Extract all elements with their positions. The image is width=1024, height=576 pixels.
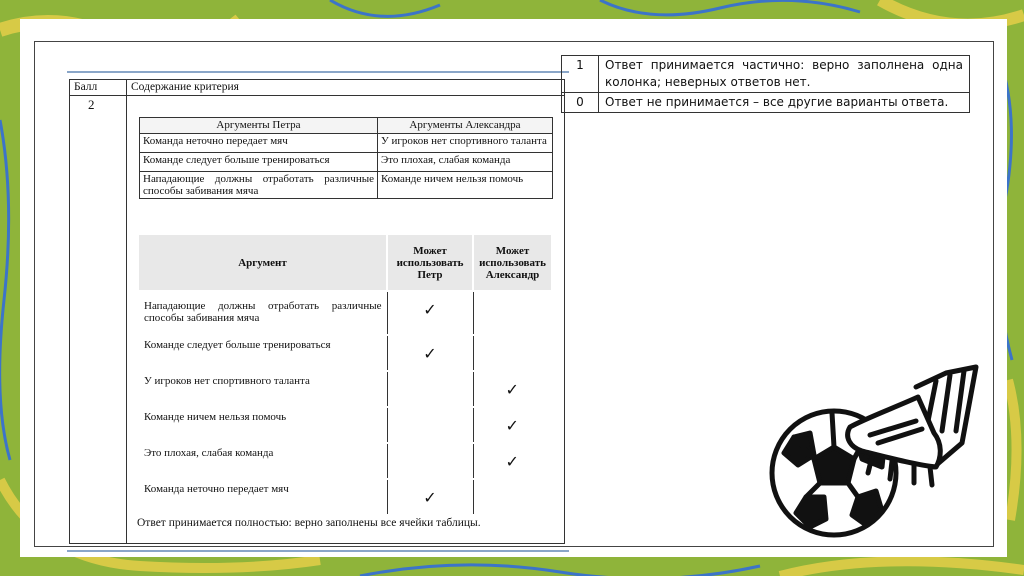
table-row [562, 93, 970, 113]
table-row [140, 172, 553, 199]
usage-argument: Нападающие должны отработать различные способы забивания мяча [139, 291, 387, 335]
verdict-text: Ответ принимается полностью: верно заполнены все ячейки таблицы. [137, 517, 481, 529]
usage-argument: У игроков нет спортивного таланта [139, 371, 387, 407]
alexander-check-mark [473, 335, 552, 371]
peter-check-mark [387, 443, 473, 479]
score-number: 1 [562, 56, 599, 93]
usage-peter-header: Может использовать Петр [387, 235, 473, 291]
alexander-argument: У игроков нет спортивного таланта [378, 134, 553, 153]
peter-argument: Нападающие должны отработать различные способы забивания мяча [140, 172, 378, 199]
ball-center-patch [814, 447, 854, 483]
usage-table [139, 235, 553, 516]
peter-argument: Команда неточно передает мяч [140, 134, 378, 153]
usage-argument: Это плохая, слабая команда [139, 443, 387, 479]
scanned-document [50, 57, 569, 554]
table-row [139, 443, 552, 479]
peter-argument: Команде следует больше тренироваться [140, 153, 378, 172]
usage-argument: Команде следует больше тренироваться [139, 335, 387, 371]
usage-argument: Команда неточно передает мяч [139, 479, 387, 515]
score-description: Ответ не принимается – все другие варианты ответа. [599, 93, 970, 113]
table-row [139, 479, 552, 515]
arguments-table [139, 117, 553, 199]
alexander-check-mark: ✓ [473, 371, 552, 407]
peter-check-mark [387, 371, 473, 407]
arguments-alexander-header: Аргументы Александра [378, 118, 553, 134]
alexander-check-mark [473, 291, 552, 335]
scan-border-top [67, 71, 569, 73]
arguments-peter-header: Аргументы Петра [140, 118, 378, 134]
scan-border-bottom [67, 550, 569, 552]
peter-check-mark [387, 407, 473, 443]
table-row [139, 371, 552, 407]
slide-card [20, 19, 1007, 557]
table-row [139, 335, 552, 371]
scoring-table [561, 55, 970, 113]
table-row [139, 407, 552, 443]
usage-alexander-header: Может использовать Александр [473, 235, 552, 291]
football-boot-ball-illustration [766, 347, 982, 543]
content-header: Содержание критерия [127, 80, 565, 96]
alexander-argument: Команде ничем нельзя помочь [378, 172, 553, 199]
table-row [139, 291, 552, 335]
alexander-check-mark: ✓ [473, 443, 552, 479]
usage-argument-header: Аргумент [139, 235, 387, 291]
peter-check-mark: ✓ [387, 291, 473, 335]
score-value: 2 [70, 96, 127, 544]
table-row [140, 134, 553, 153]
score-header: Балл [70, 80, 127, 96]
table-row [562, 56, 970, 93]
usage-argument: Команде ничем нельзя помочь [139, 407, 387, 443]
score-description: Ответ принимается частично: верно заполнена одна колонка; неверных ответов нет. [599, 56, 970, 93]
alexander-check-mark [473, 479, 552, 515]
alexander-argument: Это плохая, слабая команда [378, 153, 553, 172]
peter-check-mark: ✓ [387, 335, 473, 371]
table-row [140, 153, 553, 172]
peter-check-mark: ✓ [387, 479, 473, 515]
alexander-check-mark: ✓ [473, 407, 552, 443]
score-number: 0 [562, 93, 599, 113]
